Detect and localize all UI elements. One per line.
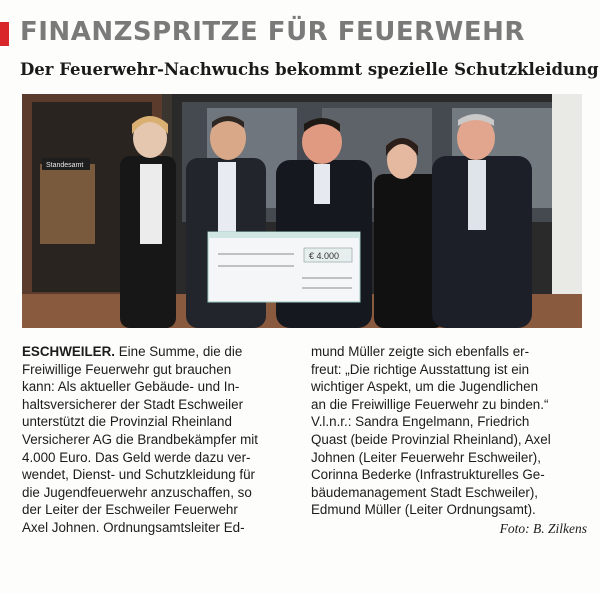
dateline: ESCHWEILER. xyxy=(22,344,115,359)
col2-line-5: Quast (beide Provinzial Rheinland), Axel xyxy=(311,431,551,447)
col2-line-4: V.l.n.r.: Sandra Engelmann, Friedrich xyxy=(311,414,530,430)
article-column-2 xyxy=(311,343,587,538)
photo-credit: Foto: B. Zilkens xyxy=(499,520,587,536)
col1-line-1: Freiwillige Feuerwehr gut brauchen xyxy=(22,361,232,377)
article-body xyxy=(22,343,587,538)
col2-line-1: freut: „Die richtige Ausstattung ist ein xyxy=(311,361,530,377)
col1-line-8: die Jugendfeuerwehr anzuschaffen, so xyxy=(22,484,252,500)
col2-line-0: mund Müller zeigte sich ebenfalls er- xyxy=(311,344,530,359)
col2-line-6: Johnen (Leiter Feuerwehr Eschweiler), xyxy=(311,449,541,465)
col1-line-9: der Leiter der Eschweiler Feuerwehr xyxy=(22,502,238,518)
check-amount: € 4.000 xyxy=(309,251,340,261)
col1-line-6: 4.000 Euro. Das Geld werde dazu ver- xyxy=(22,449,251,465)
col1-line-7: wendet, Dienst- und Schutzkleidung für xyxy=(22,467,255,483)
col1-line-4: unterstützt die Provinzial Rheinland xyxy=(22,414,232,430)
article-photo xyxy=(22,94,582,328)
sign-text: Standesamt xyxy=(46,162,84,169)
col1-line-2: kann: Als aktueller Gebäude- und In- xyxy=(22,379,240,395)
subheadline: Der Feuerwehr-Nachwuchs bekommt spezielle Schutzkleidung xyxy=(20,60,599,79)
col2-line-8: bäudemanagement Stadt Eschweiler), xyxy=(311,484,539,500)
col2-line-9: Edmund Müller (Leiter Ordnungsamt). xyxy=(311,502,536,518)
headline: FINANZSPRITZE FÜR FEUERWEHR xyxy=(20,17,525,47)
standesamt-sign xyxy=(42,158,90,170)
headline-accent-bar xyxy=(0,22,9,46)
col2-line-2: wichtiger Aspekt, um die Jugendlichen xyxy=(311,379,539,395)
giant-check xyxy=(208,232,360,302)
check-presentation-photo xyxy=(22,94,582,328)
col1-line-5: Versicherer AG die Brandbekämpfer mit xyxy=(22,431,258,447)
article-column-1 xyxy=(22,343,298,538)
col1-line-0: ESCHWEILER. Eine Summe, die die xyxy=(22,344,243,359)
col2-line-3: an die Freiwillige Feuerwehr zu binden.“ xyxy=(311,396,549,412)
col1-line-3: haltsversicherer der Stadt Eschweiler xyxy=(22,396,244,412)
col1-line-10: Axel Johnen. Ordnungsamtsleiter Ed- xyxy=(22,519,245,535)
col2-line-7: Corinna Bederke (Infrastrukturelles Ge- xyxy=(311,467,545,483)
